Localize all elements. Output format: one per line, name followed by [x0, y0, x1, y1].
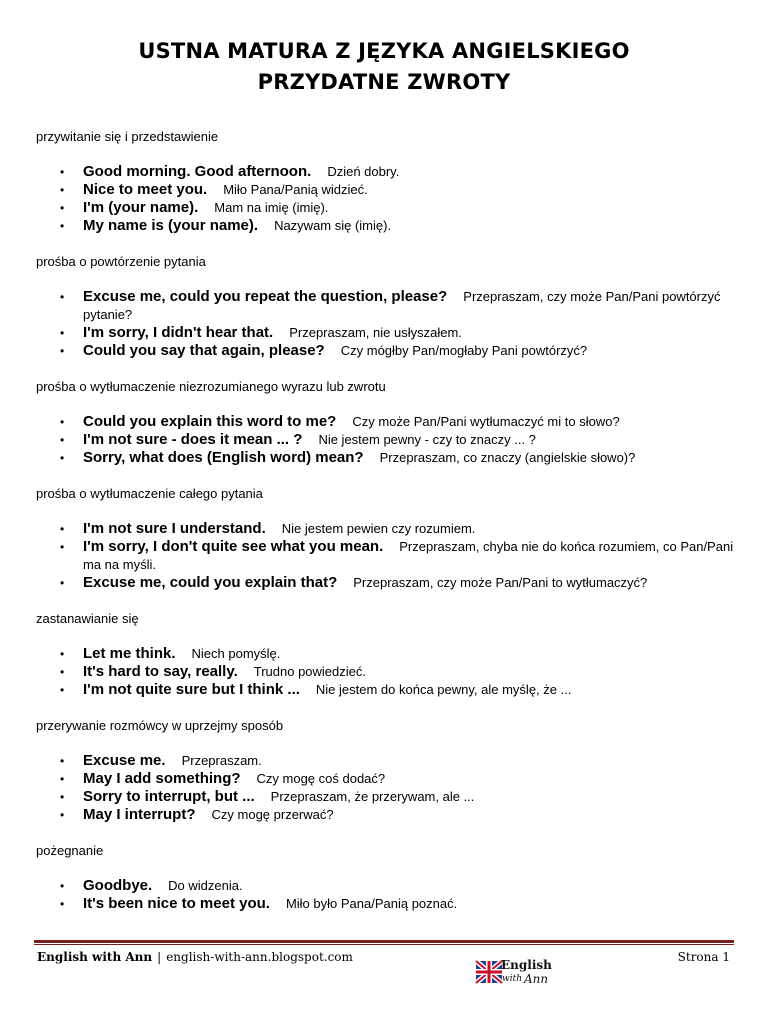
- polish-translation: Miło Pana/Panią widzieć.: [223, 182, 368, 197]
- bullet-icon: •: [60, 772, 65, 786]
- english-phrase: May I interrupt?: [83, 806, 196, 823]
- bullet-icon: •: [60, 897, 65, 911]
- union-jack-flag-icon: [476, 961, 502, 983]
- english-phrase: Excuse me.: [83, 752, 166, 769]
- english-phrase: I'm (your name).: [83, 199, 199, 216]
- bullet-icon: •: [60, 808, 65, 822]
- polish-translation: Nie jestem pewien czy rozumiem.: [281, 521, 476, 536]
- bullet-icon: •: [60, 647, 65, 661]
- phrase-list: [36, 645, 736, 699]
- english-phrase: Could you say that again, please?: [83, 342, 325, 359]
- phrase-item: [36, 163, 736, 181]
- polish-translation: Trudno powiedzieć.: [253, 664, 366, 679]
- english-phrase: It's been nice to meet you.: [83, 895, 270, 912]
- polish-translation: Czy mógłby Pan/mogłaby Pani powtórzyć?: [340, 343, 588, 358]
- bullet-icon: •: [60, 540, 65, 554]
- bullet-icon: •: [60, 344, 65, 358]
- polish-translation: Nie jestem do końca pewny, ale myślę, że ...: [315, 682, 572, 697]
- english-phrase: Sorry, what does (English word) mean?: [83, 449, 364, 466]
- polish-translation: Do widzenia.: [168, 878, 243, 893]
- bullet-icon: •: [60, 683, 65, 697]
- section-heading: prośba o wytłumaczenie całego pytania: [36, 486, 263, 501]
- title-line-1: USTNA MATURA Z JĘZYKA ANGIELSKIEGO: [138, 39, 630, 63]
- phrase-item: [36, 574, 736, 592]
- bullet-icon: •: [60, 326, 65, 340]
- english-phrase: Excuse me, could you repeat the question, please?: [83, 288, 448, 305]
- phrase-item: [36, 645, 736, 663]
- section-heading: prośba o powtórzenie pytania: [36, 254, 206, 269]
- english-phrase: I'm not quite sure but I think ...: [83, 681, 300, 698]
- polish-translation: Niech pomyślę.: [191, 646, 281, 661]
- bullet-icon: •: [60, 576, 65, 590]
- bullet-icon: •: [60, 754, 65, 768]
- page-title: [0, 36, 768, 98]
- phrase-item: [36, 199, 736, 217]
- english-phrase: I'm not sure I understand.: [83, 520, 266, 537]
- phrase-item: [36, 449, 736, 467]
- phrase-sections: [36, 129, 736, 932]
- english-phrase: May I add something?: [83, 770, 241, 787]
- english-with-ann-logo: [474, 955, 564, 987]
- phrase-item: [36, 895, 736, 913]
- phrase-list: [36, 288, 736, 360]
- english-phrase: Goodbye.: [83, 877, 153, 894]
- phrase-item: [36, 342, 736, 360]
- title-line-2: PRZYDATNE ZWROTY: [257, 70, 511, 94]
- bullet-icon: •: [60, 879, 65, 893]
- polish-translation: Czy może Pan/Pani wytłumaczyć mi to słowo?: [352, 414, 620, 429]
- english-phrase: Let me think.: [83, 645, 176, 662]
- polish-translation: Nazywam się (imię).: [274, 218, 392, 233]
- section-heading: zastanawianie się: [36, 611, 139, 626]
- polish-translation: Czy mogę coś dodać?: [256, 771, 386, 786]
- polish-translation: Nie jestem pewny - czy to znaczy ... ?: [318, 432, 536, 447]
- phrase-item: [36, 538, 736, 574]
- english-phrase: Good morning. Good afternoon.: [83, 163, 312, 180]
- section-heading: przywitanie się i przedstawienie: [36, 129, 219, 144]
- english-phrase: My name is (your name).: [83, 217, 259, 234]
- english-phrase: Excuse me, could you explain that?: [83, 574, 338, 591]
- phrase-item: [36, 752, 736, 770]
- english-phrase: It's hard to say, really.: [83, 663, 238, 680]
- phrase-item: [36, 520, 736, 538]
- polish-translation: Dzień dobry.: [327, 164, 400, 179]
- phrase-list: [36, 520, 736, 592]
- phrase-item: [36, 431, 736, 449]
- english-phrase: I'm sorry, I didn't hear that.: [83, 324, 274, 341]
- phrase-item: [36, 413, 736, 431]
- bullet-icon: •: [60, 183, 65, 197]
- bullet-icon: •: [60, 522, 65, 536]
- section-heading: prośba o wytłumaczenie niezrozumianego wyrazu lub zwrotu: [36, 379, 386, 394]
- english-phrase: Could you explain this word to me?: [83, 413, 337, 430]
- phrase-list: [36, 877, 736, 913]
- phrase-item: [36, 217, 736, 235]
- polish-translation: Przepraszam, chyba nie do końca rozumiem, co Pan/Pani ma na myśli.: [83, 539, 734, 572]
- polish-translation: Przepraszam, czy może Pan/Pani powtórzyć pytanie?: [83, 289, 721, 322]
- polish-translation: Przepraszam, czy może Pan/Pani to wytłumaczyć?: [353, 575, 648, 590]
- page-number: Strona 1: [677, 950, 730, 964]
- polish-translation: Przepraszam, co znaczy (angielskie słowo)?: [379, 450, 636, 465]
- section-heading: pożegnanie: [36, 843, 104, 858]
- phrase-list: [36, 752, 736, 824]
- section-heading: przerywanie rozmówcy w uprzejmy sposób: [36, 718, 284, 733]
- bullet-icon: •: [60, 415, 65, 429]
- footer-divider: [34, 940, 734, 943]
- phrase-item: [36, 806, 736, 824]
- polish-translation: Przepraszam.: [181, 753, 262, 768]
- english-phrase: I'm not sure - does it mean ... ?: [83, 431, 303, 448]
- phrase-item: [36, 788, 736, 806]
- footer-credit: [37, 949, 353, 965]
- phrase-item: [36, 324, 736, 342]
- english-phrase: Nice to meet you.: [83, 181, 208, 198]
- polish-translation: Przepraszam, że przerywam, ale ...: [270, 789, 475, 804]
- footer-url[interactable]: english-with-ann.blogspot.com: [166, 950, 353, 964]
- bullet-icon: •: [60, 790, 65, 804]
- bullet-icon: •: [60, 165, 65, 179]
- footer-separator: |: [157, 950, 162, 964]
- bullet-icon: •: [60, 451, 65, 465]
- bullet-icon: •: [60, 433, 65, 447]
- phrase-list: [36, 413, 736, 467]
- bullet-icon: •: [60, 201, 65, 215]
- english-phrase: I'm sorry, I don't quite see what you mean.: [83, 538, 384, 555]
- polish-translation: Mam na imię (imię).: [214, 200, 329, 215]
- logo-word-2: with: [502, 974, 522, 984]
- phrase-item: [36, 681, 736, 699]
- polish-translation: Przepraszam, nie usłyszałem.: [289, 325, 462, 340]
- footer-brand: English with Ann: [37, 950, 153, 964]
- polish-translation: Czy mogę przerwać?: [211, 807, 334, 822]
- logo-word-1: English: [501, 958, 552, 972]
- phrase-item: [36, 288, 736, 324]
- english-phrase: Sorry to interrupt, but ...: [83, 788, 255, 805]
- phrase-item: [36, 181, 736, 199]
- phrase-list: [36, 163, 736, 235]
- phrase-item: [36, 663, 736, 681]
- bullet-icon: •: [60, 290, 65, 304]
- footer-divider-thin: [34, 944, 734, 945]
- phrase-item: [36, 877, 736, 895]
- bullet-icon: •: [60, 665, 65, 679]
- logo-word-3: Ann: [524, 972, 549, 986]
- bullet-icon: •: [60, 219, 65, 233]
- polish-translation: Miło było Pana/Panią poznać.: [285, 896, 458, 911]
- phrase-item: [36, 770, 736, 788]
